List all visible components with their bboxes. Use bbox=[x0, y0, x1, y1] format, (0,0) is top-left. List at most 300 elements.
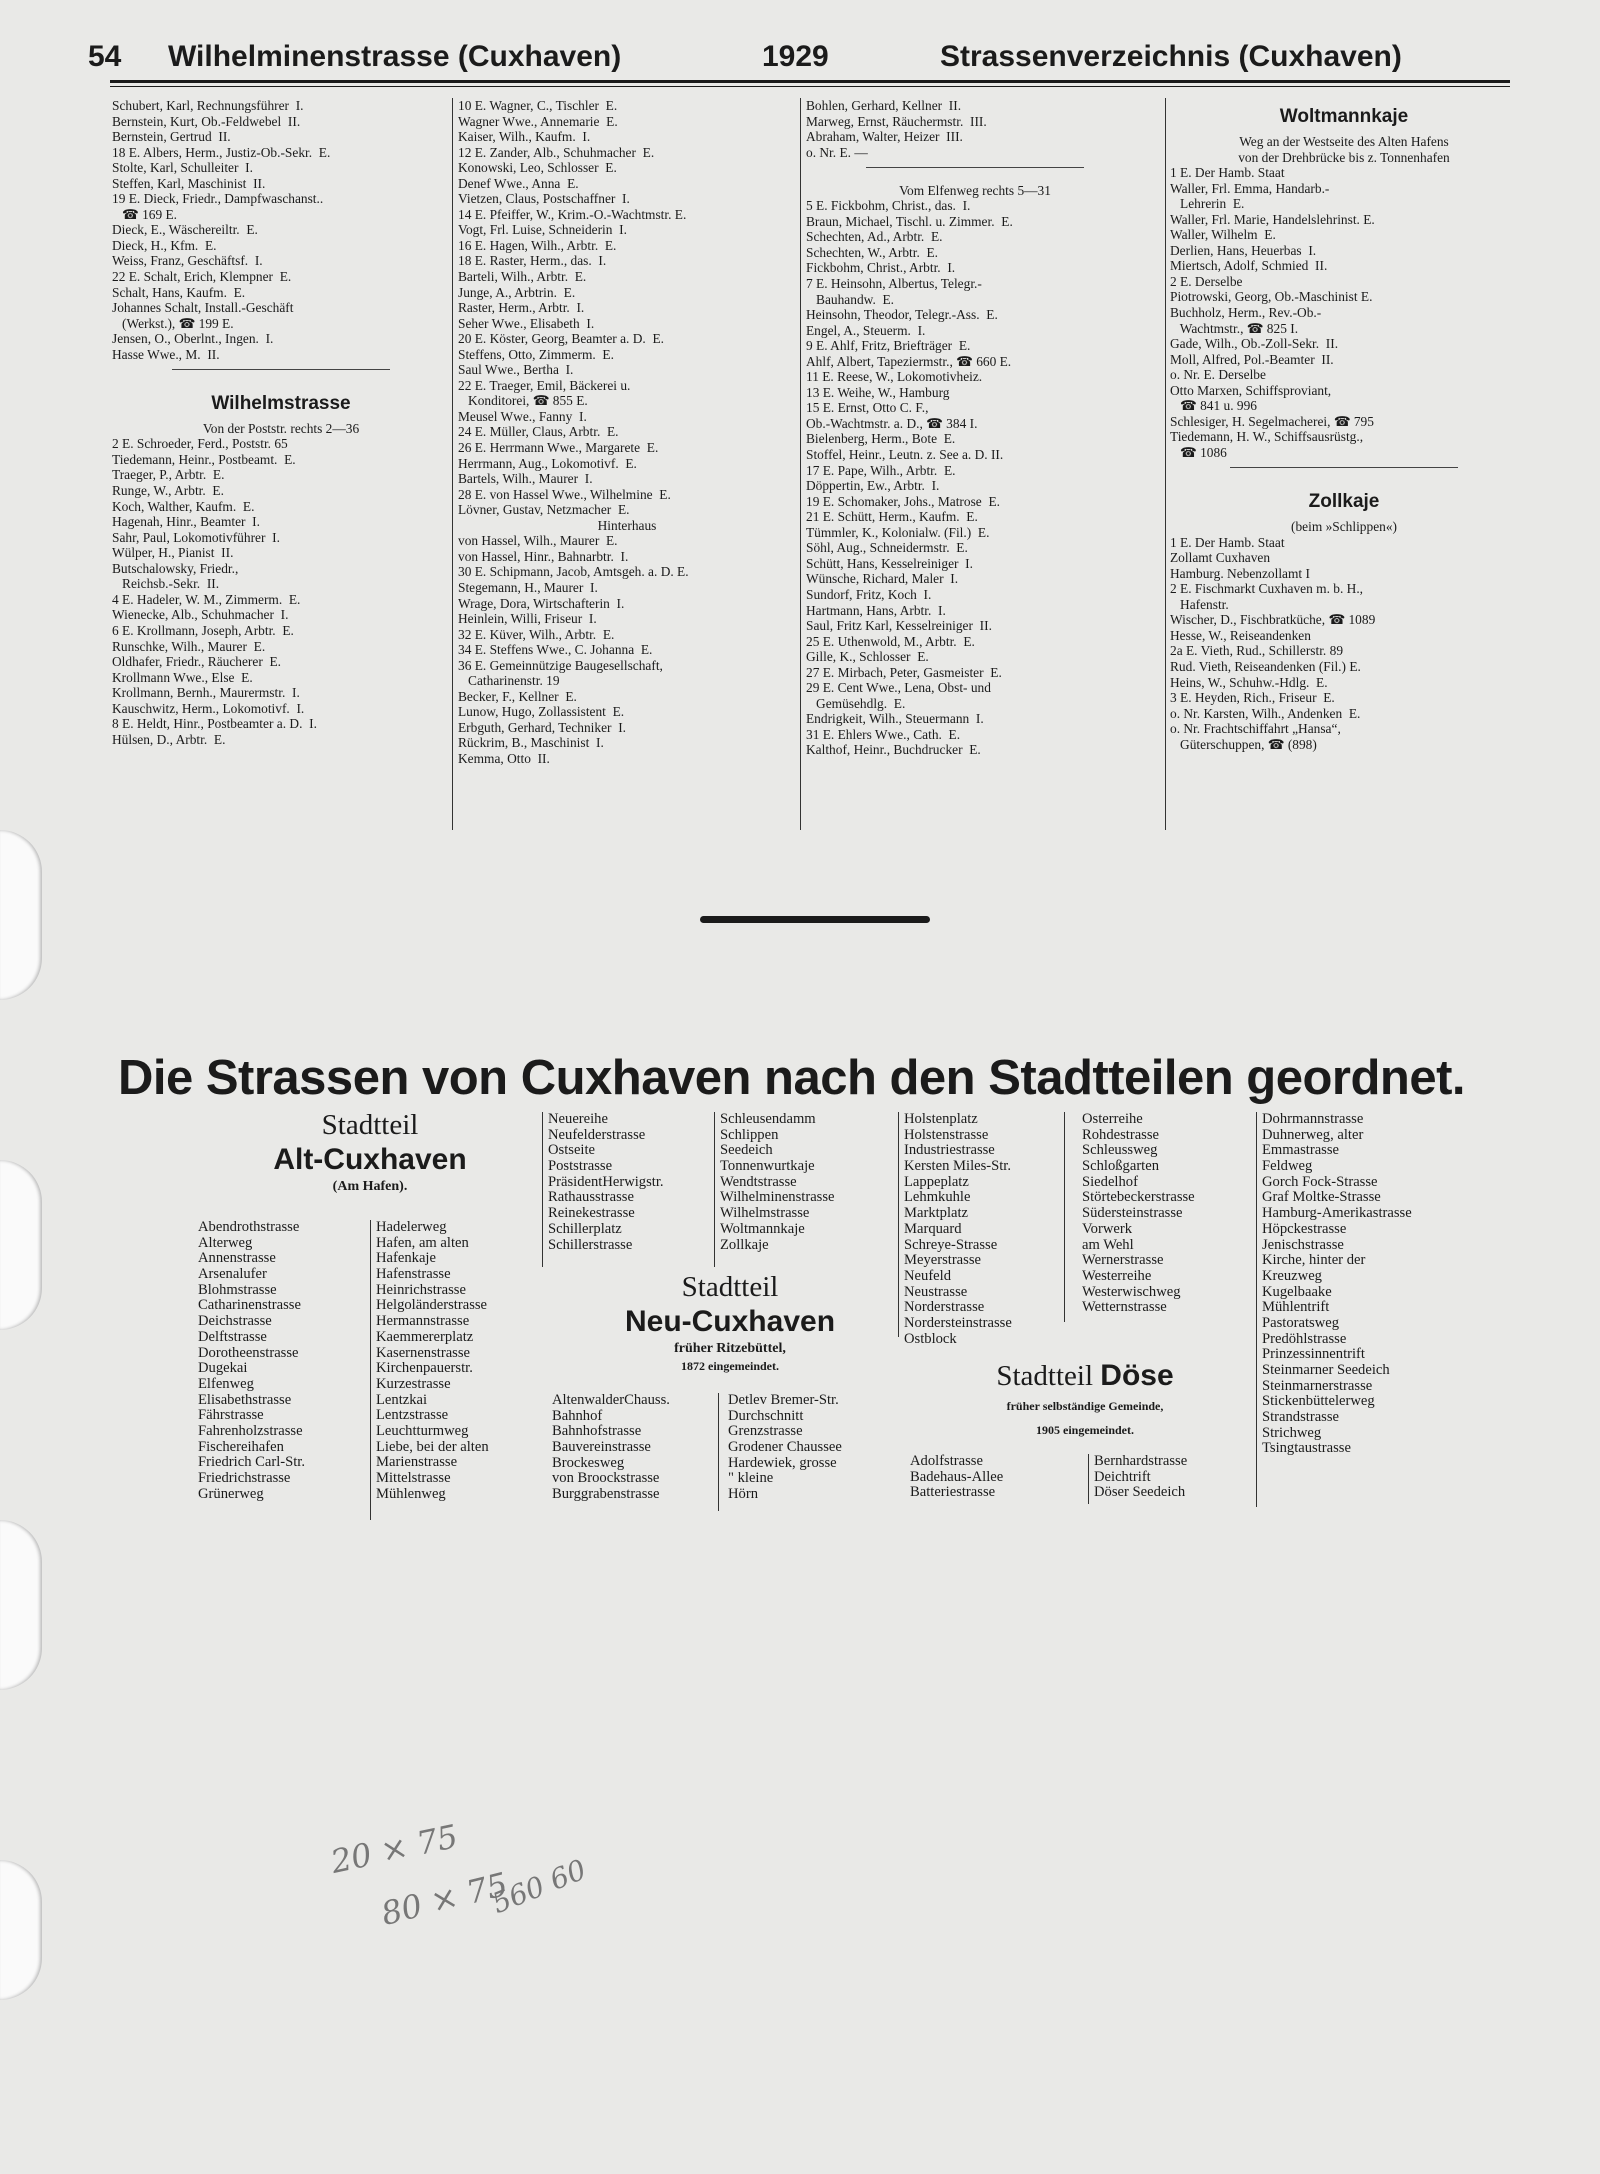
street-name: Annenstrasse bbox=[198, 1250, 276, 1267]
street-name: Hafen, am alten bbox=[376, 1234, 469, 1251]
directory-entry: Erbguth, Gerhard, Techniker I. bbox=[458, 719, 626, 735]
district-note: 1905 eingemeindet. bbox=[1036, 1423, 1134, 1437]
page-header-year: 1929 bbox=[762, 40, 829, 73]
district-label: Stadtteil bbox=[321, 1109, 419, 1141]
directory-entry: Buchholz, Herm., Rev.-Ob.- bbox=[1170, 305, 1322, 321]
directory-entry: Steffen, Karl, Maschinist II. bbox=[112, 175, 266, 191]
section-title: Die Strassen von Cuxhaven nach den Stadtteilen geordnet. bbox=[118, 1051, 1466, 1105]
directory-entry: Wienecke, Alb., Schuhmacher I. bbox=[112, 607, 289, 623]
directory-entry: 12 E. Zander, Alb., Schuhmacher E. bbox=[458, 144, 655, 160]
directory-entry: Schlesiger, H. Segelmacherei, ☎ 795 bbox=[1170, 413, 1374, 429]
directory-entry: 32 E. Küver, Wilh., Arbtr. E. bbox=[458, 626, 615, 642]
street-subheading: (beim »Schlippen«) bbox=[1291, 519, 1397, 535]
street-name: Hafenkaje bbox=[376, 1250, 436, 1267]
street-name: Fischereihafen bbox=[198, 1438, 284, 1455]
street-name: Wendtstrasse bbox=[720, 1173, 797, 1190]
district-note: 1872 eingemeindet. bbox=[681, 1359, 779, 1373]
directory-entry: Piotrowski, Georg, Ob.-Maschinist E. bbox=[1170, 289, 1373, 305]
street-name: Höpckestrasse bbox=[1262, 1220, 1347, 1237]
street-name: Dugekai bbox=[198, 1360, 248, 1377]
street-name: Kugelbaake bbox=[1262, 1283, 1332, 1300]
directory-entry: Raster, Herm., Arbtr. I. bbox=[458, 300, 585, 316]
directory-entry: Gille, K., Schlosser E. bbox=[806, 649, 929, 665]
street-name: Marquard bbox=[904, 1220, 962, 1237]
street-name: Vorwerk bbox=[1082, 1220, 1132, 1237]
district-note: früher Ritzebüttel, bbox=[674, 1341, 786, 1356]
directory-entry: Wünsche, Richard, Maler I. bbox=[806, 571, 959, 587]
street-name: Neufeld bbox=[904, 1267, 952, 1284]
street-heading: Zollkaje bbox=[1308, 491, 1380, 513]
header-rule-thin bbox=[110, 86, 1510, 87]
directory-entry: 19 E. Schomaker, Johs., Matrose E. bbox=[806, 493, 1000, 509]
page-header-right: Strassenverzeichnis (Cuxhaven) bbox=[940, 40, 1402, 73]
directory-entry: Krollmann Wwe., Else E. bbox=[112, 669, 253, 685]
directory-entry: ☎ 841 u. 996 bbox=[1170, 398, 1257, 414]
list-divider bbox=[1088, 1454, 1089, 1504]
directory-entry: Vogt, Frl. Luise, Schneiderin I. bbox=[458, 222, 627, 238]
street-name: Kirche, hinter der bbox=[1262, 1252, 1366, 1269]
street-name: Kaemmererplatz bbox=[376, 1328, 474, 1345]
street-name: Friedrich Carl-Str. bbox=[198, 1454, 306, 1471]
street-name: Südersteinstrasse bbox=[1082, 1205, 1183, 1222]
directory-entry: 2 E. Fischmarkt Cuxhaven m. b. H., bbox=[1170, 581, 1364, 597]
directory-entry: Krollmann, Bernh., Maurermstr. I. bbox=[112, 685, 300, 701]
list-divider bbox=[718, 1393, 719, 1511]
directory-entry: von Hassel, Hinr., Bahnarbtr. I. bbox=[458, 548, 629, 564]
directory-entry: Junge, A., Arbtrin. E. bbox=[458, 284, 576, 300]
street-name: Duhnerweg, alter bbox=[1262, 1126, 1364, 1143]
street-name: Abendrothstrasse bbox=[198, 1219, 300, 1235]
directory-entry: Stoffel, Heinr., Leutn. z. See a. D. II. bbox=[806, 447, 1004, 463]
directory-entry: Schalt, Hans, Kaufm. E. bbox=[112, 284, 246, 300]
street-name: Norderstrasse bbox=[904, 1299, 985, 1316]
directory-entry: 14 E. Pfeiffer, W., Krim.-O.-Wachtmstr. E. bbox=[458, 206, 687, 222]
street-name: Strichweg bbox=[1262, 1424, 1322, 1441]
directory-entry: Heinlein, Willi, Friseur I. bbox=[458, 611, 597, 627]
directory-entry: 19 E. Dieck, Friedr., Dampfwaschanst.. bbox=[112, 191, 324, 207]
directory-entry: 4 E. Hadeler, W. M., Zimmerm. E. bbox=[112, 591, 301, 607]
street-subheading: von der Drehbrücke bis z. Tonnenhafen bbox=[1238, 149, 1450, 165]
street-name: Neustrasse bbox=[904, 1283, 968, 1300]
directory-entry: Wachtmstr., ☎ 825 I. bbox=[1170, 320, 1299, 336]
street-name: Woltmannkaje bbox=[720, 1220, 805, 1237]
directory-entry: Moll, Alfred, Pol.-Beamter II. bbox=[1170, 351, 1334, 367]
street-name: Emmastrasse bbox=[1262, 1142, 1340, 1159]
directory-entry: Lehrerin E. bbox=[1170, 196, 1245, 212]
directory-entry: 27 E. Mirbach, Peter, Gasmeister E. bbox=[806, 664, 1002, 680]
directory-entry: Bartels, Wilh., Maurer I. bbox=[458, 471, 593, 487]
street-name: Rohdestrasse bbox=[1082, 1126, 1160, 1143]
street-name: Badehaus-Allee bbox=[910, 1468, 1004, 1485]
section-separator bbox=[806, 167, 1144, 183]
directory-entry: Wischer, D., Fischbratküche, ☎ 1089 bbox=[1170, 612, 1376, 628]
directory-entry: Bauhandw. E. bbox=[806, 291, 895, 307]
directory-entry: ☎ 169 E. bbox=[112, 206, 178, 222]
street-name: Mittelstrasse bbox=[376, 1470, 451, 1486]
district-heading-doese bbox=[900, 1358, 1270, 1438]
directory-entry: Heinsohn, Theodor, Telegr.-Ass. E. bbox=[806, 307, 998, 323]
directory-entry: 2a E. Vieth, Rud., Schillerstr. 89 bbox=[1170, 643, 1344, 659]
directory-entry: 34 E. Steffens Wwe., C. Johanna E. bbox=[458, 642, 653, 658]
directory-entry: Kaiser, Wilh., Kaufm. I. bbox=[458, 129, 591, 145]
directory-entry: 20 E. Köster, Georg, Beamter a. D. E. bbox=[458, 331, 664, 347]
street-name: Graf Moltke-Strasse bbox=[1262, 1189, 1381, 1206]
street-name: Westerreihe bbox=[1082, 1267, 1152, 1284]
street-name: Bauvereinstrasse bbox=[552, 1439, 651, 1456]
street-list bbox=[1262, 1112, 1512, 1457]
street-list bbox=[548, 1112, 714, 1253]
directory-entry: 2 E. Schroeder, Ferd., Poststr. 65 bbox=[112, 436, 288, 452]
directory-entry: Konowski, Leo, Schlosser E. bbox=[458, 160, 617, 176]
street-name: Lappeplatz bbox=[904, 1173, 969, 1190]
directory-entry: Rud. Vieth, Reiseandenken (Fil.) E. bbox=[1170, 658, 1361, 674]
directory-entry: o. Nr. Karsten, Wilh., Andenken E. bbox=[1170, 705, 1361, 721]
street-name: Hardewiek, grosse bbox=[728, 1454, 837, 1471]
directory-entry: Ahlf, Albert, Tapeziermstr., ☎ 660 E. bbox=[806, 353, 1012, 369]
street-name: Marktplatz bbox=[904, 1205, 969, 1222]
directory-entry: Hülsen, D., Arbtr. E. bbox=[112, 731, 226, 747]
street-name: Leuchtturmweg bbox=[376, 1422, 469, 1439]
directory-entry: 29 E. Cent Wwe., Lena, Obst- und bbox=[806, 680, 991, 696]
street-name: Seedeich bbox=[720, 1142, 773, 1159]
directory-entry: Söhl, Aug., Schneidermstr. E. bbox=[806, 540, 968, 556]
street-name: Schleusendamm bbox=[720, 1111, 816, 1127]
directory-entry: Bernstein, Gertrud II. bbox=[112, 129, 231, 145]
street-name: Mühlentrift bbox=[1262, 1299, 1330, 1316]
street-list bbox=[1094, 1454, 1264, 1501]
street-name: Rathausstrasse bbox=[548, 1189, 634, 1206]
street-name: Dorotheenstrasse bbox=[198, 1344, 299, 1361]
directory-entry: Zollamt Cuxhaven bbox=[1170, 550, 1271, 566]
street-name: von Broockstrasse bbox=[552, 1470, 660, 1487]
street-list bbox=[376, 1220, 546, 1502]
directory-entry: Denef Wwe., Anna E. bbox=[458, 175, 579, 191]
street-name: Predöhlstrasse bbox=[1262, 1330, 1347, 1347]
list-divider bbox=[1256, 1112, 1257, 1507]
binder-hole bbox=[0, 1160, 42, 1330]
directory-entry: Vietzen, Claus, Postschaffner I. bbox=[458, 191, 630, 207]
street-name: Helgoländerstrasse bbox=[376, 1297, 488, 1314]
street-name: Nordersteinstrasse bbox=[904, 1314, 1012, 1331]
directory-entry: Güterschuppen, ☎ (898) bbox=[1170, 736, 1317, 752]
directory-entry: Saul, Fritz Karl, Kesselreiniger II. bbox=[806, 618, 992, 634]
directory-entry: 3 E. Heyden, Rich., Friseur E. bbox=[1170, 690, 1335, 706]
column-divider bbox=[800, 98, 801, 830]
directory-entry: 24 E. Müller, Claus, Arbtr. E. bbox=[458, 424, 619, 440]
directory-entry: ☎ 1086 bbox=[1170, 444, 1227, 460]
directory-entry: o. Nr. Frachtschiffahrt „Hansa“, bbox=[1170, 721, 1341, 737]
directory-entry: 22 E. Schalt, Erich, Klempner E. bbox=[112, 269, 292, 285]
directory-entry: Hafenstr. bbox=[1170, 596, 1229, 612]
street-name: Lehmkuhle bbox=[904, 1189, 971, 1206]
directory-column-3 bbox=[806, 98, 1144, 758]
directory-entry: 25 E. Uthenwold, M., Arbtr. E. bbox=[806, 633, 975, 649]
directory-entry: o. Nr. E. — bbox=[806, 144, 868, 160]
directory-entry: 13 E. Weihe, W., Hamburg bbox=[806, 384, 950, 400]
street-name: Burggrabenstrasse bbox=[552, 1486, 660, 1503]
directory-entry: Lövner, Gustav, Netzmacher E. bbox=[458, 502, 630, 518]
street-heading: Wilhelmstrasse bbox=[211, 392, 351, 414]
street-name: Kurzestrasse bbox=[376, 1375, 451, 1392]
district-name: Neu-Cuxhaven bbox=[624, 1305, 836, 1338]
page-number: 54 bbox=[88, 40, 122, 73]
street-name: Kirchenpauerstr. bbox=[376, 1360, 473, 1377]
street-name: Lentzstrasse bbox=[376, 1407, 449, 1424]
street-name: Fährstrasse bbox=[198, 1407, 264, 1424]
street-name: Bahnhof bbox=[552, 1407, 603, 1424]
directory-entry: Steffens, Otto, Zimmerm. E. bbox=[458, 346, 614, 362]
handwritten-note: 80 × 75 bbox=[377, 1865, 512, 1933]
street-subheading: Vom Elfenweg rechts 5—31 bbox=[899, 182, 1051, 198]
directory-entry: Sundorf, Fritz, Koch I. bbox=[806, 586, 932, 602]
street-name: Hermannstrasse bbox=[376, 1313, 470, 1330]
directory-entry: Miertsch, Adolf, Schmied II. bbox=[1170, 258, 1328, 274]
directory-entry: Seher Wwe., Elisabeth I. bbox=[458, 315, 595, 331]
directory-entry: 11 E. Reese, W., Lokomotivheiz. bbox=[806, 369, 983, 385]
street-name: Blohmstrasse bbox=[198, 1281, 277, 1298]
column-divider bbox=[452, 98, 453, 830]
directory-entry: Engel, A., Steuerm. I. bbox=[806, 322, 926, 338]
district-label: Stadtteil bbox=[996, 1360, 1094, 1392]
section-separator bbox=[112, 369, 450, 385]
directory-entry: (Werkst.), ☎ 199 E. bbox=[112, 315, 234, 331]
separator-rule bbox=[866, 167, 1084, 168]
street-name: Kreuzweg bbox=[1262, 1267, 1322, 1284]
directory-entry: Dieck, H., Kfm. E. bbox=[112, 237, 217, 253]
street-name: Bernhardstrasse bbox=[1094, 1453, 1188, 1469]
street-name: Grünerweg bbox=[198, 1485, 264, 1502]
street-name: Schlippen bbox=[720, 1126, 779, 1143]
directory-entry: Traeger, P., Arbtr. E. bbox=[112, 467, 225, 483]
directory-entry: 31 E. Ehlers Wwe., Cath. E. bbox=[806, 726, 961, 742]
street-name: Schillerstrasse bbox=[548, 1236, 633, 1253]
directory-entry: Schütt, Hans, Kesselreiniger I. bbox=[806, 555, 973, 571]
street-name: Mühlenweg bbox=[376, 1485, 446, 1502]
directory-entry: 28 E. von Hassel Wwe., Wilhelmine E. bbox=[458, 486, 671, 502]
directory-entry: Waller, Frl. Marie, Handelslehrinst. E. bbox=[1170, 211, 1375, 227]
binder-hole bbox=[0, 1520, 42, 1690]
directory-entry: Tiedemann, Heinr., Postbeamt. E. bbox=[112, 451, 296, 467]
street-name: Hörn bbox=[728, 1486, 758, 1503]
directory-entry: Oldhafer, Friedr., Räucherer E. bbox=[112, 654, 282, 670]
street-name: Meyerstrasse bbox=[904, 1252, 981, 1269]
directory-entry: Kauschwitz, Herm., Lokomotivf. I. bbox=[112, 700, 305, 716]
street-name: AltenwalderChauss. bbox=[552, 1392, 670, 1408]
street-name: Industriestrasse bbox=[904, 1142, 995, 1159]
street-name: Elisabethstrasse bbox=[198, 1391, 292, 1408]
binder-hole bbox=[0, 1860, 42, 2000]
directory-entry: 17 E. Pape, Wilh., Arbtr. E. bbox=[806, 462, 956, 478]
directory-entry: Döppertin, Ew., Arbtr. I. bbox=[806, 478, 940, 494]
list-divider bbox=[370, 1220, 371, 1520]
directory-entry: Wrage, Dora, Wirtschafterin I. bbox=[458, 595, 625, 611]
directory-entry: 30 E. Schipmann, Jacob, Amtsgeh. a. D. E. bbox=[458, 564, 689, 580]
section-separator bbox=[1170, 467, 1518, 483]
street-list bbox=[720, 1112, 890, 1253]
district-note: früher selbständige Gemeinde, bbox=[1006, 1399, 1164, 1413]
directory-entry: Derlien, Hans, Heuerbas I. bbox=[1170, 242, 1317, 258]
directory-entry: Jensen, O., Oberlnt., Ingen. I. bbox=[112, 331, 274, 347]
directory-entry: Braun, Michael, Tischl. u. Zimmer. E. bbox=[806, 213, 1013, 229]
district-label: Stadtteil bbox=[681, 1271, 779, 1303]
street-name: Störtebeckerstrasse bbox=[1082, 1189, 1195, 1206]
street-name: Detlev Bremer-Str. bbox=[728, 1392, 839, 1408]
street-name: " kleine bbox=[728, 1470, 774, 1487]
street-name: Kasernenstrasse bbox=[376, 1344, 471, 1361]
directory-entry: Herrmann, Aug., Lokomotivf. E. bbox=[458, 455, 637, 471]
street-name: Deichtrift bbox=[1094, 1468, 1151, 1485]
street-list bbox=[910, 1454, 1085, 1501]
district-heading-alt bbox=[200, 1108, 540, 1196]
directory-entry: Rückrim, B., Maschinist I. bbox=[458, 735, 604, 751]
directory-entry: Hesse, W., Reiseandenken bbox=[1170, 627, 1311, 643]
street-name: Poststrasse bbox=[548, 1158, 613, 1175]
street-name: Alterweg bbox=[198, 1234, 253, 1251]
directory-entry: Schechten, Ad., Arbtr. E. bbox=[806, 229, 943, 245]
street-subheading: Weg an der Westseite des Alten Hafens bbox=[1239, 134, 1449, 149]
directory-entry: Lunow, Hugo, Zollassistent E. bbox=[458, 704, 625, 720]
directory-entry: Schubert, Karl, Rechnungsführer I. bbox=[112, 98, 304, 113]
directory-entry: Sahr, Paul, Lokomotivführer I. bbox=[112, 529, 280, 545]
directory-entry: 15 E. Ernst, Otto C. F., bbox=[806, 400, 929, 416]
street-name: Jenischstrasse bbox=[1262, 1236, 1344, 1253]
directory-entry: 21 E. Schütt, Herm., Kaufm. E. bbox=[806, 509, 978, 525]
district-note: (Am Hafen). bbox=[332, 1179, 408, 1194]
street-name: Holstenstrasse bbox=[904, 1126, 989, 1143]
directory-entry: Catharinenstr. 19 bbox=[458, 673, 560, 689]
street-name: Tsingtaustrasse bbox=[1262, 1440, 1351, 1457]
street-name: Schillerplatz bbox=[548, 1220, 622, 1237]
directory-entry: 36 E. Gemeinnützige Baugesellschaft, bbox=[458, 657, 663, 673]
directory-entry: Weiss, Franz, Geschäftsf. I. bbox=[112, 253, 263, 269]
street-name: PräsidentHerwigstr. bbox=[548, 1173, 664, 1190]
directory-entry: 8 E. Heldt, Hinr., Postbeamter a. D. I. bbox=[112, 716, 317, 732]
directory-entry: Bohlen, Gerhard, Kellner II. bbox=[806, 98, 962, 113]
street-name: Schreye-Strasse bbox=[904, 1236, 998, 1253]
binder-hole bbox=[0, 830, 42, 1000]
directory-entry: Abraham, Walter, Heizer III. bbox=[806, 129, 963, 145]
directory-entry: Otto Marxen, Schiffsproviant, bbox=[1170, 382, 1332, 398]
street-list bbox=[1082, 1112, 1252, 1316]
directory-entry: Gemüsehdlg. E. bbox=[806, 695, 906, 711]
directory-entry: Stolte, Karl, Schulleiter I. bbox=[112, 160, 253, 176]
directory-entry: 9 E. Ahlf, Fritz, Briefträger E. bbox=[806, 338, 971, 354]
street-name: Adolfstrasse bbox=[910, 1453, 983, 1469]
street-name: Tonnenwurtkaje bbox=[720, 1158, 815, 1175]
directory-entry: 10 E. Wagner, C., Tischler E. bbox=[458, 98, 618, 113]
directory-entry: 5 E. Fickbohm, Christ., das. I. bbox=[806, 198, 971, 214]
street-name: Wilhelminenstrasse bbox=[720, 1189, 835, 1206]
directory-entry: 22 E. Traeger, Emil, Bäckerei u. bbox=[458, 377, 631, 393]
directory-entry: Tiedemann, H. W., Schiffsausrüstg., bbox=[1170, 429, 1364, 445]
street-name: Schleussweg bbox=[1082, 1142, 1158, 1159]
handwritten-note: 560 60 bbox=[487, 1852, 591, 1921]
street-name: Gorch Fock-Strasse bbox=[1262, 1173, 1378, 1190]
directory-entry: Konditorei, ☎ 855 E. bbox=[458, 393, 588, 409]
street-name: am Wehl bbox=[1082, 1236, 1134, 1253]
directory-entry: 26 E. Herrmann Wwe., Margarete E. bbox=[458, 440, 659, 456]
street-name: Ostseite bbox=[548, 1142, 596, 1159]
directory-entry: Butschalowsky, Friedr., bbox=[112, 560, 239, 576]
street-name: Hafenstrasse bbox=[376, 1266, 451, 1283]
directory-entry: Runschke, Wilh., Maurer E. bbox=[112, 638, 266, 654]
list-divider bbox=[714, 1112, 715, 1267]
directory-entry: Dieck, E., Wäschereiltr. E. bbox=[112, 222, 258, 238]
list-divider bbox=[898, 1112, 899, 1337]
directory-entry: Reichsb.-Sekr. II. bbox=[112, 576, 220, 592]
street-name: Pastoratsweg bbox=[1262, 1314, 1340, 1331]
street-name: Durchschnitt bbox=[728, 1407, 804, 1424]
street-name: Heinrichstrasse bbox=[376, 1281, 466, 1298]
street-name: Siedelhof bbox=[1082, 1173, 1138, 1190]
street-name: Grenzstrasse bbox=[728, 1423, 803, 1440]
directory-entry: Wülper, H., Pianist II. bbox=[112, 545, 234, 561]
directory-entry: 18 E. Raster, Herm., das. I. bbox=[458, 253, 607, 269]
directory-entry: Heins, W., Schuhw.-Hdlg. E. bbox=[1170, 674, 1328, 690]
handwritten-note: 20 × 75 bbox=[327, 1817, 462, 1881]
street-name: Osterreihe bbox=[1082, 1111, 1143, 1127]
street-name: Brockesweg bbox=[552, 1454, 625, 1471]
street-name: Friedrichstrasse bbox=[198, 1470, 291, 1486]
street-name: Grodener Chaussee bbox=[728, 1439, 842, 1456]
list-divider bbox=[542, 1112, 543, 1267]
street-name: Wetternstrasse bbox=[1082, 1299, 1167, 1316]
separator-rule bbox=[172, 369, 390, 370]
street-name: Schloßgarten bbox=[1082, 1158, 1160, 1175]
street-name: Westerwischweg bbox=[1082, 1283, 1181, 1300]
street-name: Marienstrasse bbox=[376, 1454, 458, 1471]
district-name bbox=[900, 1358, 1270, 1394]
directory-entry: 1 E. Der Hamb. Staat bbox=[1170, 165, 1285, 181]
directory-entry: Stegemann, H., Maurer I. bbox=[458, 579, 598, 595]
directory-entry: 7 E. Heinsohn, Albertus, Telegr.- bbox=[806, 276, 982, 292]
header-rule bbox=[110, 80, 1510, 83]
street-name: Delftstrasse bbox=[198, 1328, 267, 1345]
street-name: Prinzessinnentrift bbox=[1262, 1346, 1365, 1363]
directory-entry: Hartmann, Hans, Arbtr. I. bbox=[806, 602, 946, 618]
street-name: Fahrenholzstrasse bbox=[198, 1422, 303, 1439]
street-name: Ostblock bbox=[904, 1330, 957, 1347]
directory-entry: Kalthof, Heinr., Buchdrucker E. bbox=[806, 742, 981, 758]
street-name: Arsenalufer bbox=[198, 1266, 267, 1283]
directory-entry: von Hassel, Wilh., Maurer E. bbox=[458, 533, 618, 549]
street-subheading: Hinterhaus bbox=[597, 517, 657, 533]
directory-entry: Schechten, W., Arbtr. E. bbox=[806, 244, 939, 260]
separator-rule bbox=[1230, 467, 1458, 468]
street-name: Deichstrasse bbox=[198, 1313, 272, 1330]
street-list bbox=[198, 1220, 368, 1502]
street-name: Feldweg bbox=[1262, 1158, 1313, 1175]
column-divider bbox=[1165, 98, 1166, 830]
street-name: Liebe, bei der alten bbox=[376, 1438, 489, 1455]
street-subheading: Von der Poststr. rechts 2—36 bbox=[202, 420, 360, 436]
district-name: Alt-Cuxhaven bbox=[273, 1143, 467, 1176]
district-name-text: Döse bbox=[1100, 1359, 1174, 1392]
directory-entry: Tümmler, K., Kolonialw. (Fil.) E. bbox=[806, 524, 990, 540]
directory-entry: Barteli, Wilh., Arbtr. E. bbox=[458, 269, 587, 285]
street-list bbox=[728, 1393, 893, 1503]
street-name: Zollkaje bbox=[720, 1236, 769, 1253]
directory-entry: Endrigkeit, Wilh., Steuermann I. bbox=[806, 711, 984, 727]
street-name: Stickenbüttelerweg bbox=[1262, 1393, 1375, 1410]
street-name: Strandstrasse bbox=[1262, 1409, 1340, 1426]
street-name: Neufelderstrasse bbox=[548, 1126, 646, 1143]
section-divider bbox=[700, 916, 930, 923]
street-name: Dohrmannstrasse bbox=[1262, 1111, 1364, 1127]
directory-entry: 16 E. Hagen, Wilh., Arbtr. E. bbox=[458, 237, 617, 253]
directory-entry: Waller, Frl. Emma, Handarb.- bbox=[1170, 180, 1330, 196]
directory-entry: Bernstein, Kurt, Ob.-Feldwebel II. bbox=[112, 113, 301, 129]
